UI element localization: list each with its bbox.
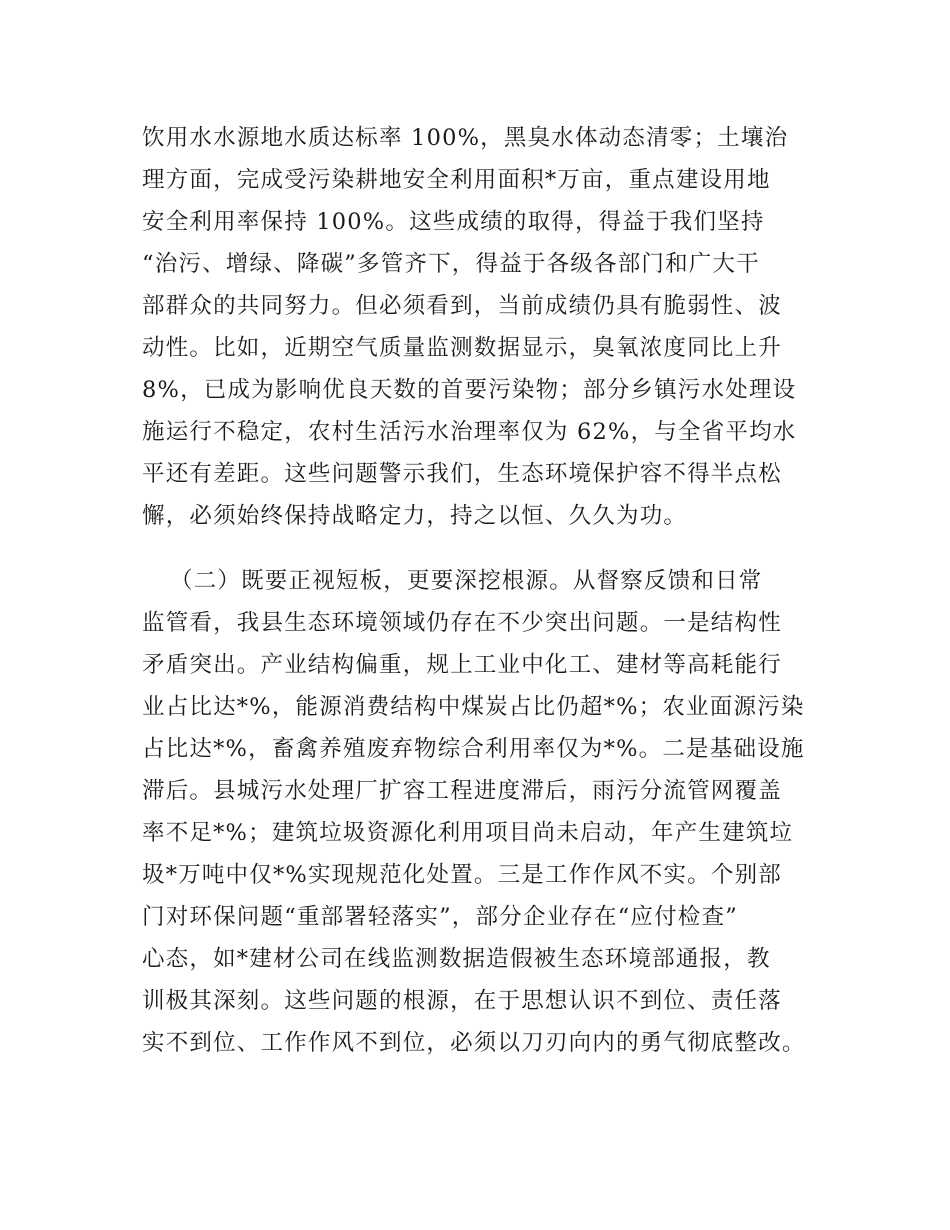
paragraph-2-line-11: 训极其深刻。这些问题的根源，在于思想认识不到位、责任落 bbox=[142, 988, 782, 1014]
paragraph-1-line-5: 部群众的共同努力。但必须看到，当前成绩仍具有脆弱性、波 bbox=[142, 293, 782, 319]
paragraph-2-line-1: （二）既要正视短板，更要深挖根源。从督察反馈和日常 bbox=[170, 568, 763, 594]
paragraph-1-line-9: 平还有差距。这些问题警示我们，生态环境保护容不得半点松 bbox=[142, 461, 782, 487]
paragraph-1-line-1: 饮用水水源地水质达标率 100%，黑臭水体动态清零；土壤治 bbox=[142, 125, 789, 151]
paragraph-2-line-9: 门对环保问题“重部署轻落实”，部分企业存在“应付检查” bbox=[142, 904, 738, 930]
paragraph-2-line-5: 占比达*%，畜禽养殖废弃物综合利用率仅为*%。二是基础设施 bbox=[142, 736, 805, 762]
paragraph-1-line-3: 安全利用率保持 100%。这些成绩的取得，得益于我们坚持 bbox=[142, 209, 765, 235]
paragraph-2-line-8: 圾*万吨中仅*%实现规范化处置。三是工作作风不实。个别部 bbox=[142, 862, 782, 888]
paragraph-1-line-8: 施运行不稳定，农村生活污水治理率仅为 62%，与全省平均水 bbox=[142, 419, 797, 445]
paragraph-2-line-4: 业占比达*%，能源消费结构中煤炭占比仍超*%；农业面源污染 bbox=[142, 694, 805, 720]
paragraph-1-line-2: 理方面，完成受污染耕地安全利用面积*万亩，重点建设用地 bbox=[142, 167, 771, 193]
paragraph-1-line-6: 动性。比如，近期空气质量监测数据显示，臭氧浓度同比上升 bbox=[142, 335, 782, 361]
paragraph-2-line-6: 滞后。县城污水处理厂扩容工程进度滞后，雨污分流管网覆盖 bbox=[142, 778, 782, 804]
paragraph-2-line-2: 监管看，我县生态环境领域仍存在不少突出问题。一是结构性 bbox=[142, 610, 782, 636]
paragraph-2-line-10: 心态，如*建材公司在线监测数据造假被生态环境部通报，教 bbox=[142, 946, 771, 972]
paragraph-1-line-4: “治污、增绿、降碳”多管齐下，得益于各级各部门和广大干 bbox=[142, 251, 760, 277]
paragraph-1-line-10: 懈，必须始终保持战略定力，持之以恒、久久为功。 bbox=[142, 503, 688, 529]
paragraph-2-line-7: 率不足*%；建筑垃圾资源化利用项目尚未启动，年产生建筑垃 bbox=[142, 820, 794, 846]
paragraph-1-line-7: 8%，已成为影响优良天数的首要污染物；部分乡镇污水处理设 bbox=[142, 377, 797, 403]
paragraph-2-line-12: 实不到位、工作作风不到位，必须以刀刃向内的勇气彻底整改。 bbox=[142, 1030, 806, 1056]
paragraph-2-line-3: 矛盾突出。产业结构偏重，规上工业中化工、建材等高耗能行 bbox=[142, 652, 782, 678]
